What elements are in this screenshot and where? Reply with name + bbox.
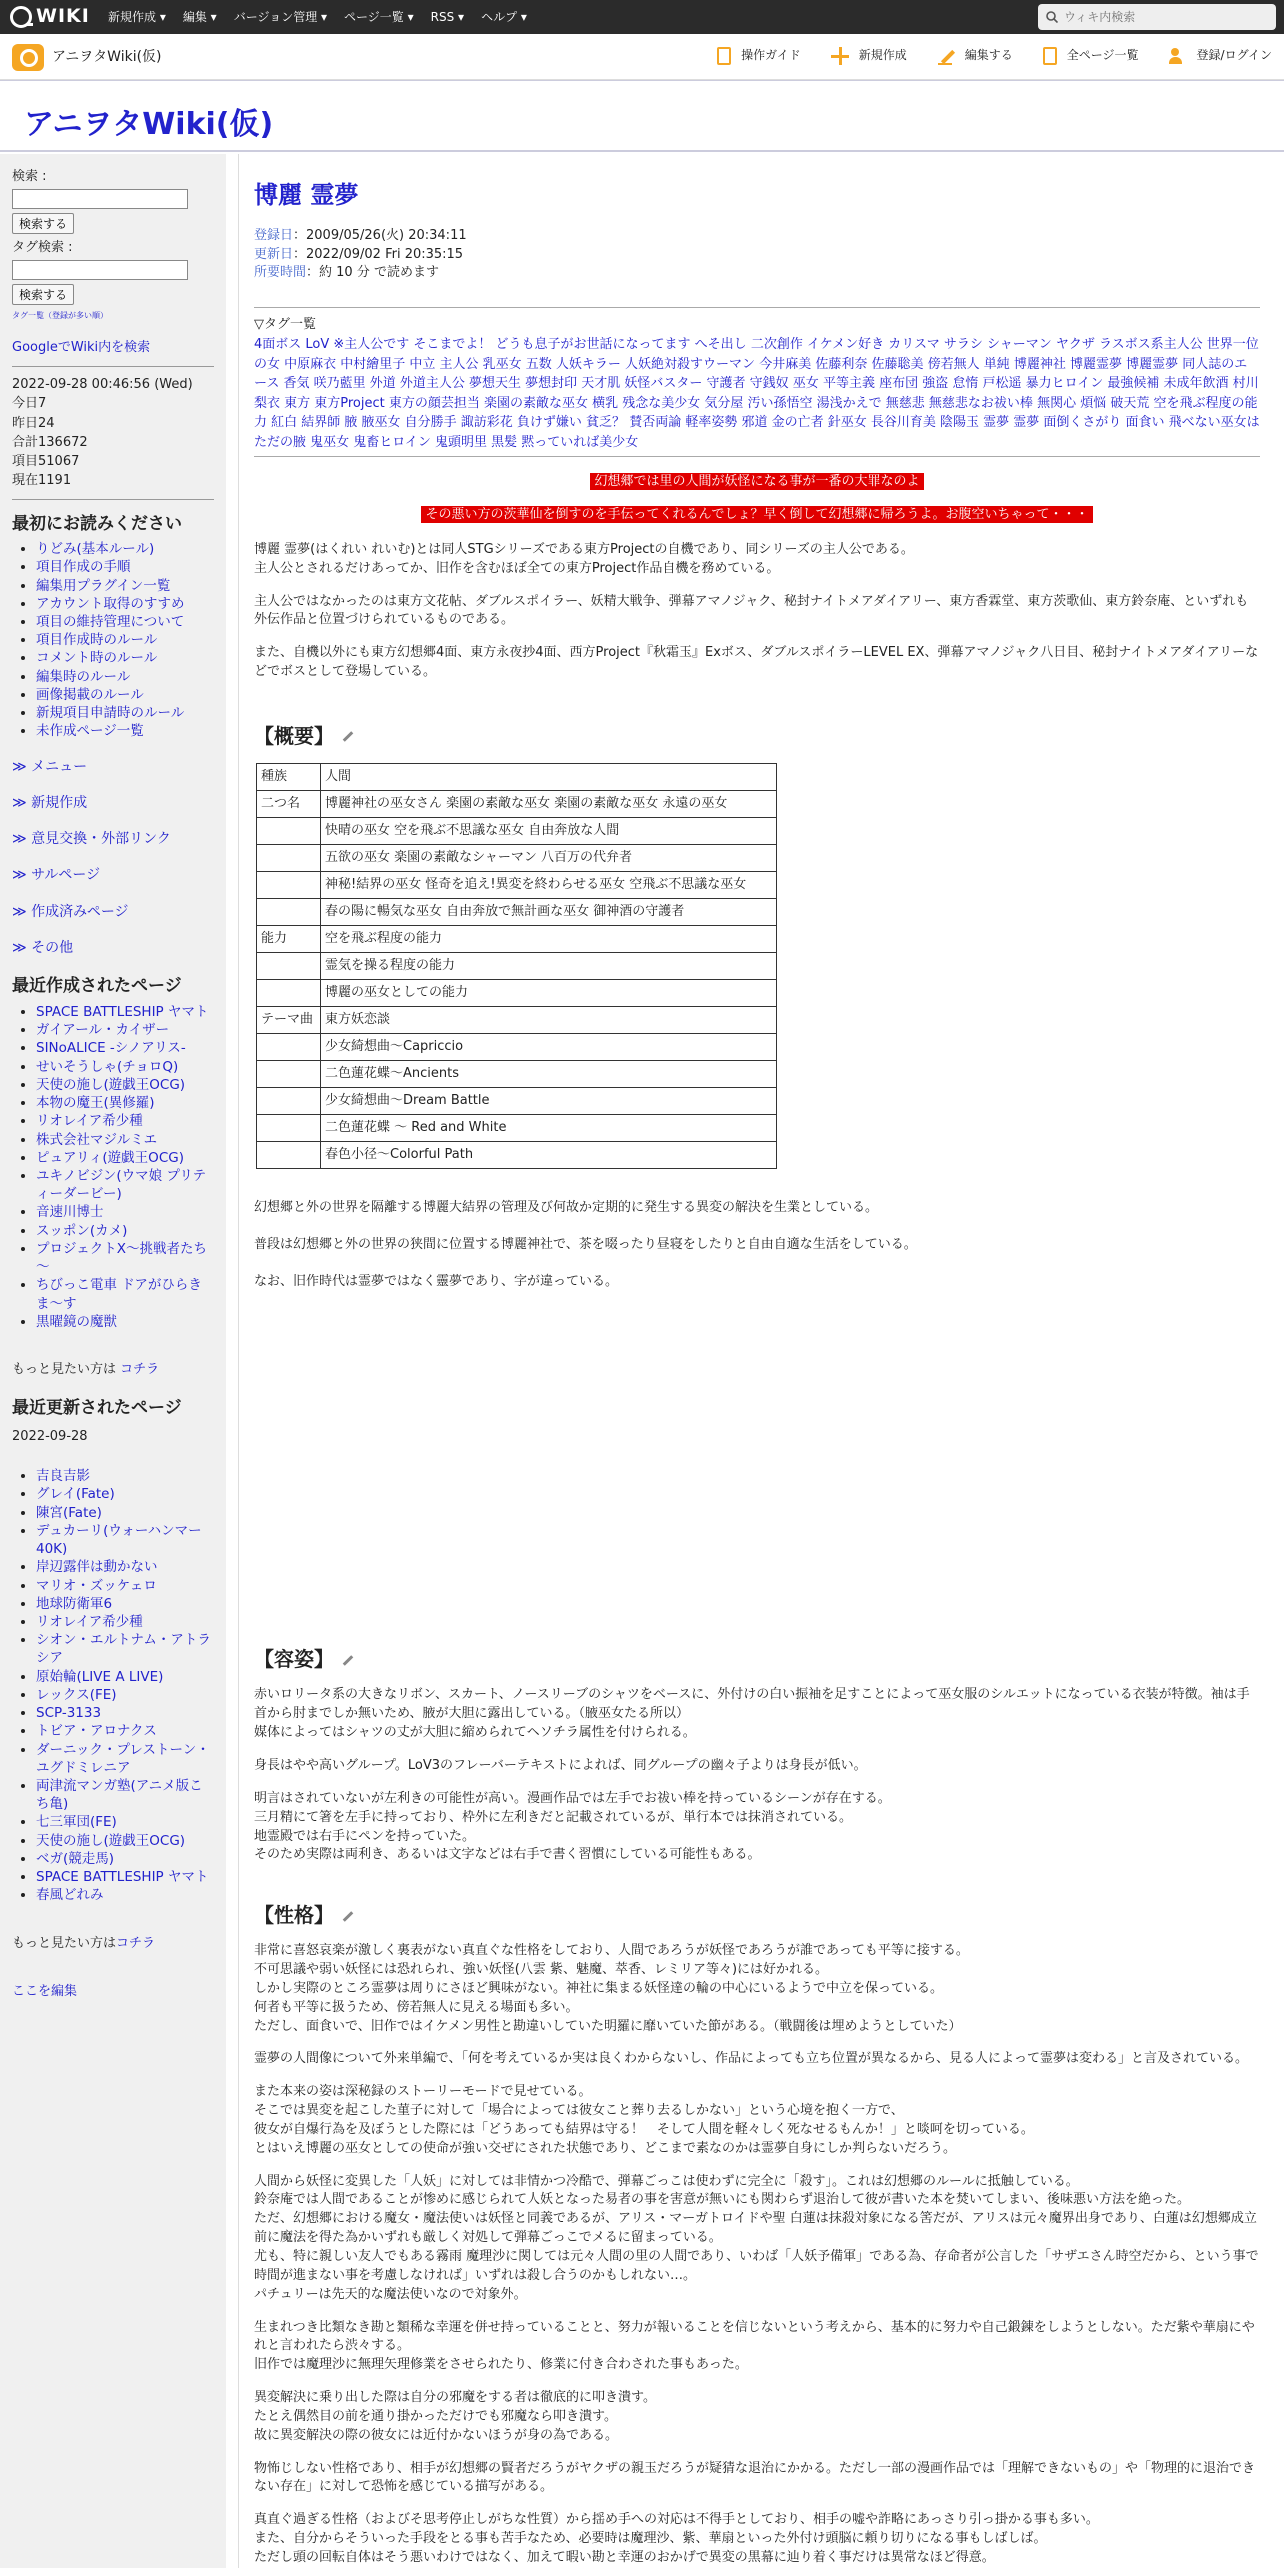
recent-updated-list [12, 1467, 214, 1904]
list-item[interactable]: • トビア・アロナクス [36, 1722, 214, 1740]
site-title[interactable]: アニヲタWiki(仮) [24, 107, 274, 142]
list-item[interactable]: • コメント時のルール [36, 649, 214, 667]
list-item[interactable]: • ピュアリィ(遊戯王OCG) [36, 1149, 214, 1167]
search-input[interactable] [1064, 10, 1264, 24]
wiki-logo[interactable]: WIKI [10, 5, 90, 29]
table-row: 二色蓮花蝶 ～ Red and White [257, 1114, 777, 1141]
tag-search-input[interactable] [12, 260, 188, 280]
sidebar-search-input[interactable] [12, 189, 188, 209]
list-item[interactable]: • せいそうしゃ(チョロQ) [36, 1058, 214, 1076]
list-item[interactable]: • プロジェクトX～挑戦者たち～ [36, 1240, 214, 1276]
menu-edit[interactable]: 編集 ▾ [182, 10, 217, 24]
sidebar [0, 154, 226, 2568]
more-created: もっと見たい方は コチラ [12, 1361, 160, 1377]
edit-icon[interactable] [342, 1910, 354, 1922]
list-item[interactable]: • 陳宮(Fate) [36, 1504, 214, 1522]
list-item[interactable]: • 本物の魔王(異修羅) [36, 1094, 214, 1112]
section-appearance: 【容姿】 [254, 1645, 1260, 1674]
search-label: 検索 : [12, 169, 47, 184]
list-item[interactable]: • 七三軍団(FE) [36, 1813, 214, 1831]
more-updated: もっと見たい方はコチラ [12, 1935, 156, 1951]
table-row: 能力 空を飛ぶ程度の能力 [257, 925, 777, 952]
list-item[interactable]: • リオレイア希少種 [36, 1112, 214, 1130]
top-toolbar [0, 0, 1284, 34]
menu-rss[interactable]: RSS ▾ [430, 10, 465, 24]
first-read-heading: 最初にお読みください [12, 513, 182, 534]
article [254, 154, 1260, 2568]
tag-list[interactable]: 4面ボス LoV ※主人公です そこまでよ！ どうも息子がお世話になってます へそ出し 二次創作 イケメン好き カリスマ サラシ シャーマン ヤクザ ラスボス系主人公 世界一位の女 中原麻衣 中村繪里子 中立 主人公 乳巫女 五数 人妖キラー 人妖絶対殺すウーマン 今井麻美 佐藤利奈 佐藤聡美 傍若無人 単純 博麗神社 博麗霊夢 博麗霊夢 同人誌のエース 香気 咲乃藍里 外道 外道主人公 夢想天生 夢想封印 天才肌 妖怪バスター 守護者 守銭奴 巫女 平等主義 座布団 強盗 怠惰 戸松遥 暴力ヒロイン 最強候補 未成年飲酒 村川梨衣 東方 東方Project 東方の顔芸担当 楽園の素敵な巫女 横乳 残念な美少女 気分屋 汚い孫悟空 湯浅かえで 無慈悲 無慈悲なお祓い棒 無関心 煩悩 破天荒 空を飛ぶ程度の能力 紅白 結界師 腋 腋巫女 自分勝手 諏訪彩花 負けず嫌い 貧乏？ 賛否両論 軽率姿勢 邪道 金の亡者 針巫女 長谷川育美 陰陽玉 霊夢 霊夢 面倒くさがり 面食い 飛べない巫女はただの腋 鬼巫女 鬼畜ヒロイン 鬼頭明里 黒髪 黙っていれば美少女 [254, 337, 1260, 450]
table-row: 五欲の巫女 楽園の素敵なシャーマン 八百万の代弁者 [257, 844, 777, 871]
list-item[interactable]: • 株式会社マジルミエ [36, 1131, 214, 1149]
tag-search-label: タグ検索 : [12, 239, 73, 255]
header-actions [717, 47, 1272, 65]
table-row: 種族 人間 [257, 763, 777, 790]
edit-sidebar-link[interactable]: ここを編集 [12, 1984, 78, 2000]
table-row: 少女綺想曲～Dream Battle [257, 1087, 777, 1114]
list-item[interactable]: • 天使の施し(遊戯王OCG) [36, 1832, 214, 1850]
list-item[interactable]: • 黒曜鏡の魔獣 [36, 1313, 214, 1331]
list-item[interactable]: • 岸辺露伴は動かない [36, 1558, 214, 1576]
list-item[interactable]: • SINoALICE -シノアリス- [36, 1039, 214, 1057]
recent-updated-heading: 最近更新されたページ [12, 1397, 182, 1418]
google-search-link[interactable]: GoogleでWiki内を検索 [12, 340, 151, 356]
tag-list-toggle[interactable]: ▽タグ一覧 [254, 317, 316, 333]
list-item[interactable]: • 春風どれみ [36, 1886, 214, 1904]
list-item[interactable]: • ちびっこ電車 ドアがひらきま～す [36, 1276, 214, 1312]
list-item[interactable]: • マリオ・ズッケェロ [36, 1577, 214, 1595]
table-row: テーマ曲 東方妖恋談 [257, 1006, 777, 1033]
access-stats: 2022-09-28 00:46:56 (Wed) 今日7 昨日24 合計136672 項目51067 現在1191 [12, 377, 193, 489]
list-item[interactable]: • 編集時のルール [36, 668, 214, 686]
list-item[interactable]: • 地球防衛軍6 [36, 1595, 214, 1613]
list-item[interactable]: • アカウント取得のすすめ [36, 595, 214, 613]
site-header [0, 34, 1284, 80]
all-pages-button[interactable]: 全ページ一覧 [1043, 47, 1139, 65]
sidebar-menu-main[interactable]: ≫ メニュー [12, 758, 88, 775]
menu-version[interactable]: バージョン管理 ▾ [233, 10, 328, 24]
list-item[interactable]: • 両津流マンガ塾(アニメ版こち亀) [36, 1777, 214, 1813]
list-item[interactable]: • SPACE BATTLESHIP ヤマト [36, 1003, 214, 1021]
recent-created-list [12, 1003, 214, 1331]
list-item[interactable]: • 項目作成の手順 [36, 558, 214, 576]
list-item[interactable]: • 画像掲載のルール [36, 686, 214, 704]
site-title-box [0, 80, 1284, 152]
section-summary: 【概要】 [254, 722, 1260, 751]
updated-date: 2022-09-28 [12, 1429, 88, 1445]
document-icon [1043, 47, 1057, 65]
table-row: 神秘!結界の巫女 怪奇を追え!異変を終わらせる巫女 空飛ぶ不思議な巫女 [257, 871, 777, 898]
edit-icon[interactable] [342, 1654, 354, 1666]
list-item[interactable]: • 吉良吉影 [36, 1467, 214, 1485]
tag-search-button[interactable]: 検索する [12, 284, 74, 305]
list-item[interactable]: • ダーニック・プレストーン・ユグドミレニア [36, 1741, 214, 1777]
table-row: 少女綺想曲～Capriccio [257, 1033, 777, 1060]
list-item[interactable]: • リオレイア希少種 [36, 1613, 214, 1631]
list-item[interactable]: • レックス(FE) [36, 1686, 214, 1704]
recent-created-heading: 最近作成されたページ [12, 976, 182, 997]
pencil-icon [937, 47, 955, 65]
at-icon [10, 6, 32, 28]
list-item[interactable]: • 編集用プラグイン一覧 [36, 577, 214, 595]
more-updated-link[interactable]: コチラ [116, 1935, 156, 1951]
new-page-button[interactable]: 新規作成 [831, 47, 907, 65]
edit-button[interactable]: 編集する [937, 47, 1013, 65]
list-item[interactable]: • 新規項目申請時のルール [36, 704, 214, 722]
first-read-list [12, 540, 214, 740]
page-meta: 登録日：2009/05/26(火) 20:34:11 更新日：2022/09/02 Fri 20:35:15 所要時間：約 10 分 で読めます [254, 227, 467, 281]
sidebar-menu-salpage[interactable]: ≫ サルページ [12, 867, 101, 884]
profile-table [256, 763, 777, 1169]
search-icon [1046, 11, 1058, 23]
table-row: 快晴の巫女 空を飛ぶ不思議な巫女 自由奔放な人間 [257, 817, 777, 844]
list-item[interactable]: • りどみ(基本ルール) [36, 540, 214, 558]
list-item[interactable]: • ユキノビジン(ウマ娘 プリティーダービー) [36, 1167, 214, 1203]
list-item[interactable]: • 項目作成時のルール [36, 631, 214, 649]
edit-icon[interactable] [342, 730, 354, 742]
login-button[interactable]: 登録/ログイン [1169, 47, 1272, 65]
list-item[interactable]: • 未作成ページ一覧 [36, 722, 214, 740]
menu-new[interactable]: 新規作成 ▾ [108, 10, 166, 24]
appearance-text: 赤いロリータ系の大きなリボン、スカート、ノースリーブのシャツをベースに、外付けの白い振袖を足すことによって巫女服のシルエットになっている衣装が特徴。袖は手首から肘までしか無いため、腋が大胆に露出している。（腋巫女たる所以） 媒体によってはシャツの丈が大胆に縮められてヘソチラ属性を付けられる。 身長はやや高いグループ。LoV3のフレーバーテキストによれば、同グループの幽々子よりは身長が低い。 明言はされていないが左利きの可能性が高い。漫画作品では左手でお祓い棒を持っているシーンが存在する。 三月精にて箸を左手に持っており、枠外に左利きだと記載されているが、単行本では抹消されている。 地霊殿では右手にペンを持っていた。 そのため実際は両利き、あるいは文字などは右手で書く習慣にしている可能性もある。 [254, 1687, 1250, 1863]
menu-pages[interactable]: ページ一覧 ▾ [344, 10, 414, 24]
site-logo-icon [12, 44, 44, 71]
personality-text: 非常に喜怒哀楽が激しく裏表がない真直ぐな性格をしており、人間であろうが妖怪であろうが誰であっても平等に接する。 不可思議や弱い妖怪には恐れられ、強い妖怪(八雲 紫、魅魔、萃香、レミリア等々)には好かれる。 しかし実際のところ霊夢は周りにさほど興味がない。神社に集まる妖怪達の輪の中心にいるようで中立を保っている。 何者も平等に扱うため、傍若無人に見える場面も多い。 ただし、面食いで、旧作ではイケメン男性と勘違いしていた明羅に靡いていた節がある。（戦闘後は埋めようとしていた） 霊夢の人間像について外来単編で、「何を考えているか実は良くわからないし、作品によっても立ち位置が異なるから、見る人によって霊夢は変わる」と言及されている。 また本来の姿は深秘録のストーリーモードで見せている。 そこでは異変を起こした菫子に対して「場合によっては彼女こと葬り去るしかない」という心境を抱く一方で、 彼女が自爆行為を及ぼうとした際には「どうあっても結界は守る！ そして人間を軽々しく死なせるもんか！」と啖呵を切っている。 とはいえ博麗の巫女としての使命が強い交ぜにされた状態であり、どこまで素なのかは霊夢自身にしか判らないだろう。 人間から妖怪に変異した「人妖」に対しては非情かつ冷酷で、弾幕ごっこは使わずに完全に「殺す」。これは幻想郷のルールに抵触している。 鈴奈庵では人間であることが惨めに感じられて人妖となった易者の事を害意が無いにも関わらず退治して彼が書いた本を焚いてしまい、後味悪い方法を絶った。 ただ、幻想郷における魔女・魔法使いは妖怪と同義であるが、アリス・マーガトロイドや聖 白蓮は抹殺対象になる筈だが、アリスは元々魔界出身であり、白蓮は幻想郷成立前に魔法を得た為かいずれも厳しく対処して弾幕ごっこでメるに留まっている。 尤も、特に親しい友人でもある霧雨 魔理沙に関しては元々人間の里の人間であり、いわば「人妖予備軍」である為、存命者が公言した「サザエさん時空だから、という事で時間が進まない事を考慮しなければ」いずれは殺し合うのかもしれない…。 パチュリーは先天的な魔法使いなので対象外。 生まれつき比類なき勘と類稀な幸運を併せ持っていることと、努力が報いることを信じないという考えから、基本的に努力や自己鍛錬をしようとしない。ただ紫や華扇にやれと言われたら渋々する。 旧作では魔理沙に無理矢理修業をさせられたり、修業に付き合わされた事もあった。 異変解決に乗り出した際は自分の邪魔をする者は徹底的に叩き潰す。 たとえ偶然目の前を通り掛かっただけでも邪魔なら叩き潰す。 故に異変解決の際の彼女には近付かないほうが身の為である。 物怖じしない性格であり、相手が幻想郷の賢者だろうがヤクザの親玉だろうが疑猜な退治にかかる。ただし一部の漫画作品では「理解できないもの」や「物理的に退治できない存在」に対して恐怖を感じている描写がある。 真直ぐ過ぎる性格（およびそ思考停止しがちな性質）から揺め手への対応は不得手としており、相手の嘘や詐略にあっさり引っ掛かる事も多い。 また、自分からそういった手段をとる事も苦手なため、必要時は魔理沙、紫、華扇といった外付け頭脳に頼り切りになる事もしばしば。 ただし頭の回転自体はそう悪いわけではなく、加えて暇い勘と幸運のおかげで異変の黒幕に辿り着く事だけは異常なほど得意。 [254, 1943, 1259, 2565]
table-row: 春の陽に暢気な巫女 自由奔放で無計画な巫女 御神酒の守護者 [257, 898, 777, 925]
list-item[interactable]: • デュカーリ(ウォーハンマー40K) [36, 1522, 214, 1558]
quote-2: その悪い方の茨華仙を倒すのを手伝ってくれるんでしょ？早く倒して幻想郷に帰ろうよ。お腹空いちゃって・・・ [254, 506, 1260, 525]
top-nav [108, 9, 527, 26]
guide-button[interactable]: 操作ガイド [717, 47, 801, 65]
more-created-link[interactable]: コチラ [120, 1361, 160, 1377]
sidebar-menu-created[interactable]: ≫ 作成済みページ [12, 903, 129, 920]
plus-icon [831, 47, 849, 65]
page-title: 博麗 霊夢 [254, 181, 359, 209]
users-icon [1169, 47, 1187, 65]
list-item[interactable]: • 項目の維持管理について [36, 613, 214, 631]
list-item[interactable]: • ガイアール・カイザー [36, 1021, 214, 1039]
table-row: 博麗の巫女としての能力 [257, 979, 777, 1006]
intro: 博麗 霊夢(はくれい れいむ)とは同人STGシリーズである東方Projectの自機であり、同シリーズの主人公である。 主人公とされるだけあってか、旧作を含むほぼ全ての東方Project作品自機を務めている。 主人公ではなかったのは東方文花帖、ダブルスポイラー、妖精大戦争、弾幕アマノジャク、秘封ナイトメアダイアリー、東方香霖堂、東方茨歌仙、東方鈴奈庵、といずれも外伝作品と位置づけられているものである。 また、自機以外にも東方幻想郷4面、東方永夜抄4面、西方Project『秋霜玉』Exボス、ダブルスポイラーLEVEL EX、弾幕アマノジャク八日目、秘封ナイトメアダイアリーなどでボスとして登場している。 [254, 541, 1259, 680]
list-item[interactable]: • SCP-3133 [36, 1704, 214, 1722]
list-item[interactable]: • グレイ(Fate) [36, 1485, 214, 1503]
menu-help[interactable]: ヘルプ ▾ [481, 10, 527, 24]
list-item[interactable]: • SPACE BATTLESHIP ヤマト [36, 1868, 214, 1886]
book-icon [717, 47, 731, 65]
list-item[interactable]: • ベガ(競走馬) [36, 1850, 214, 1868]
sidebar-menu-other[interactable]: ≫ その他 [12, 940, 74, 957]
list-item[interactable]: • シオン・エルトナム・アトラシア [36, 1631, 214, 1667]
quote-1: 幻想郷では里の人間が妖怪になる事が一番の大罪なのよ [254, 473, 1260, 492]
table-row: 霊気を操る程度の能力 [257, 952, 777, 979]
sidebar-menu-links[interactable]: ≫ 意見交換・外部リンク [12, 831, 171, 848]
list-item[interactable]: • 原始輪(LIVE A LIVE) [36, 1668, 214, 1686]
sidebar-menu-new[interactable]: ≫ 新規作成 [12, 794, 88, 811]
list-item[interactable]: • スッポン(カメ) [36, 1222, 214, 1240]
sidebar-search-button[interactable]: 検索する [12, 213, 74, 234]
table-row: 春色小径～Colorful Path [257, 1141, 777, 1168]
table-row: 二色蓮花蝶～Ancients [257, 1060, 777, 1087]
list-item[interactable]: • 天使の施し(遊戯王OCG) [36, 1076, 214, 1094]
summary-text: 幻想郷と外の世界を隔離する博麗大結界の管理及び何故か定期的に発生する異変の解決を生業としている。 普段は幻想郷と外の世界の狭間に位置する博麗神社で、茶を啜ったり昼寝をしたりと自由自適な生活をしている。 なお、旧作時代は霊夢ではなく靈夢であり、字が違っている。 [254, 1199, 917, 1289]
section-personality: 【性格】 [254, 1901, 1260, 1930]
site-logo[interactable]: アニヲタWiki(仮) [12, 44, 162, 71]
tag-list-link[interactable]: タグ一覧（登録が多い順） [12, 310, 108, 320]
wiki-search [1038, 4, 1276, 30]
divider [238, 154, 239, 2568]
table-row: 二つ名 博麗神社の巫女さん 楽園の素敵な巫女 楽園の素敵な巫女 永遠の巫女 [257, 790, 777, 817]
list-item[interactable]: • 音速川博士 [36, 1203, 214, 1221]
